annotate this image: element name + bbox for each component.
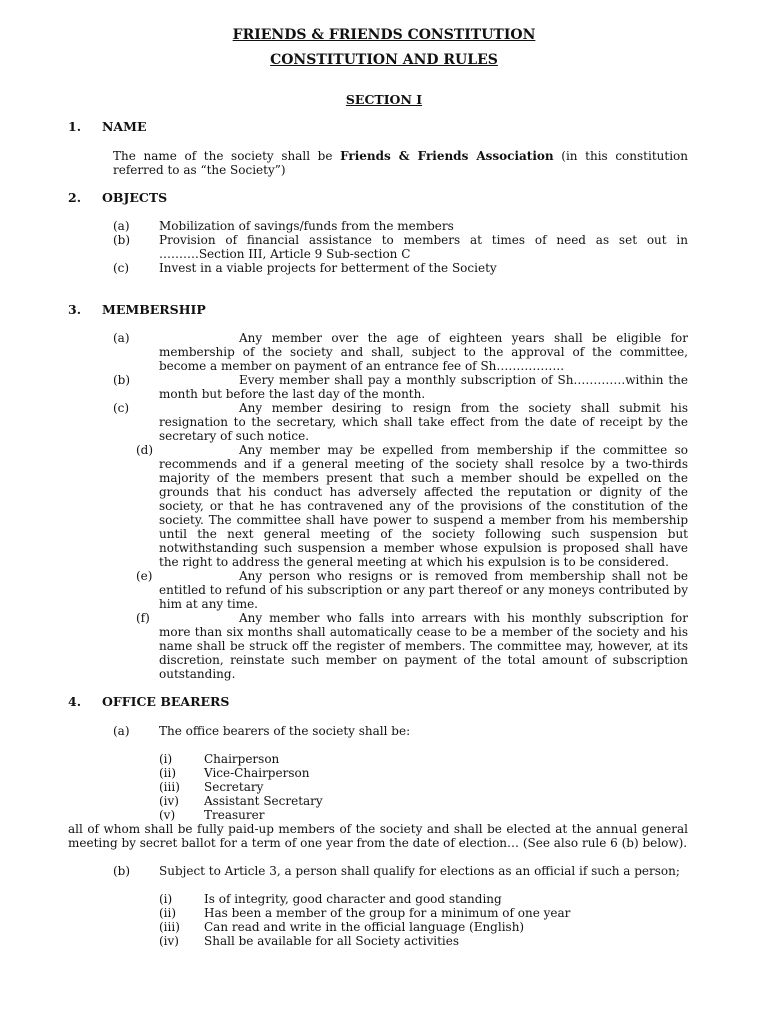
heading-number: 4. xyxy=(68,694,82,709)
heading-text: NAME xyxy=(102,119,147,134)
officers-election-paragraph: all of whom shall be fully paid-up members of the society and shall be elected at the annual general meeting by secret ballot for a term of one year from the date of election… (See also rule 6 (b) below). xyxy=(68,822,688,850)
item-label: (b) xyxy=(113,373,131,387)
society-name: Friends & Friends Association xyxy=(340,149,554,163)
item-label: (a) xyxy=(113,331,130,345)
heading-text: OBJECTS xyxy=(102,190,168,205)
officer-title: Vice-Chairperson xyxy=(204,766,310,780)
officer-title: Secretary xyxy=(204,780,264,794)
item-body xyxy=(159,611,688,681)
heading-number: 3. xyxy=(68,302,82,317)
item-text: Any person who resigns or is removed from membership shall not be entitled to refund of his subscription or any part thereof or any moneys contributed by him at any time. xyxy=(159,569,688,611)
qualification-text: Can read and write in the official language (English) xyxy=(204,920,525,934)
item-text: Any member desiring to resign from the society shall submit his resignation to the secretary, which shall take effect from the date of receipt by the secretary of such notice. xyxy=(159,401,688,443)
item-body xyxy=(159,443,688,569)
officer-title: Chairperson xyxy=(204,752,280,766)
heading-name xyxy=(68,120,268,134)
officer-title: Assistant Secretary xyxy=(204,794,323,808)
name-text-end: (in this constitution referred to as “the Society”) xyxy=(113,149,688,177)
item-label: (f) xyxy=(136,611,150,625)
heading-text: MEMBERSHIP xyxy=(102,302,206,317)
item-text: Any member over the age of eighteen years shall be eligible for membership of the society and shall, subject to the approval of the committee, become a member on payment of an entrance fee of Sh…………….. xyxy=(159,331,688,373)
document-title: FRIENDS & FRIENDS CONSTITUTION xyxy=(232,27,536,43)
officer-label: (iv) xyxy=(159,794,179,808)
document-subtitle: CONSTITUTION AND RULES xyxy=(270,52,498,68)
item-label: (d) xyxy=(136,443,154,457)
item-label: (b) xyxy=(113,233,131,247)
qualification-label: (i) xyxy=(159,892,173,906)
qualification-text: Is of integrity, good character and good standing xyxy=(204,892,502,906)
heading-text: OFFICE BEARERS xyxy=(102,694,230,709)
item-text: Any member may be expelled from membership if the committee so recommends and if a general meeting of the society shall resolce by a two-thirds majority of the members present that such a member should be expelled on the grounds that his conduct has adversely affected the reputation or dignity of the society, or that he has contravened any of the provisions of the constitution of the society. The committee shall have power to suspend a member from his membership until the next general meeting of the society following such suspension but notwithstanding such suspension a member whose expulsion is proposed shall have the right to address the general meeting at which his expulsion is to be considered. xyxy=(159,443,688,569)
name-text-start: The name of the society shall be xyxy=(113,149,341,163)
item-body xyxy=(159,569,688,611)
item-text: The office bearers of the society shall be: xyxy=(159,724,411,738)
heading-office-bearers xyxy=(68,695,288,709)
item-text: Invest in a viable projects for betterment of the Society xyxy=(159,261,497,275)
qualification-text: Has been a member of the group for a minimum of one year xyxy=(204,906,571,920)
heading-number: 1. xyxy=(68,119,82,134)
item-text: Provision of financial assistance to members at times of need as set out in ……….Section III, Article 9 Sub-section C xyxy=(159,233,688,261)
qualification-label: (ii) xyxy=(159,906,177,920)
qualification-text: Shall be available for all Society activities xyxy=(204,934,459,948)
item-label: (c) xyxy=(113,401,130,415)
item-label: (c) xyxy=(113,261,130,275)
item-body xyxy=(159,401,688,443)
item-body xyxy=(159,331,688,373)
item-text: Any member who falls into arrears with his monthly subscription for more than six months shall automatically cease to be a member of the society and his name shall be struck off the register of members. The committee may, however, at its discretion, reinstate such member on payment of the total amount of subscription outstanding. xyxy=(159,611,688,681)
qualification-label: (iii) xyxy=(159,920,180,934)
officer-title: Treasurer xyxy=(204,808,265,822)
item-body xyxy=(159,373,688,401)
item-label: (e) xyxy=(136,569,153,583)
name-paragraph xyxy=(113,149,688,177)
heading-number: 2. xyxy=(68,190,82,205)
item-text: Every member shall pay a monthly subscription of Sh………….within the month but before the last day of the month. xyxy=(159,373,688,401)
item-text: Mobilization of savings/funds from the members xyxy=(159,219,454,233)
item-label: (a) xyxy=(113,219,130,233)
officer-label: (ii) xyxy=(159,766,177,780)
heading-membership xyxy=(68,303,268,317)
qualification-label: (iv) xyxy=(159,934,179,948)
section-heading: SECTION I xyxy=(345,92,423,107)
officer-label: (i) xyxy=(159,752,173,766)
item-label: (b) xyxy=(113,864,131,878)
item-label: (a) xyxy=(113,724,130,738)
heading-objects xyxy=(68,191,268,205)
officer-label: (v) xyxy=(159,808,176,822)
item-text: Subject to Article 3, a person shall qualify for elections as an official if such a person; xyxy=(159,864,680,878)
officer-label: (iii) xyxy=(159,780,180,794)
